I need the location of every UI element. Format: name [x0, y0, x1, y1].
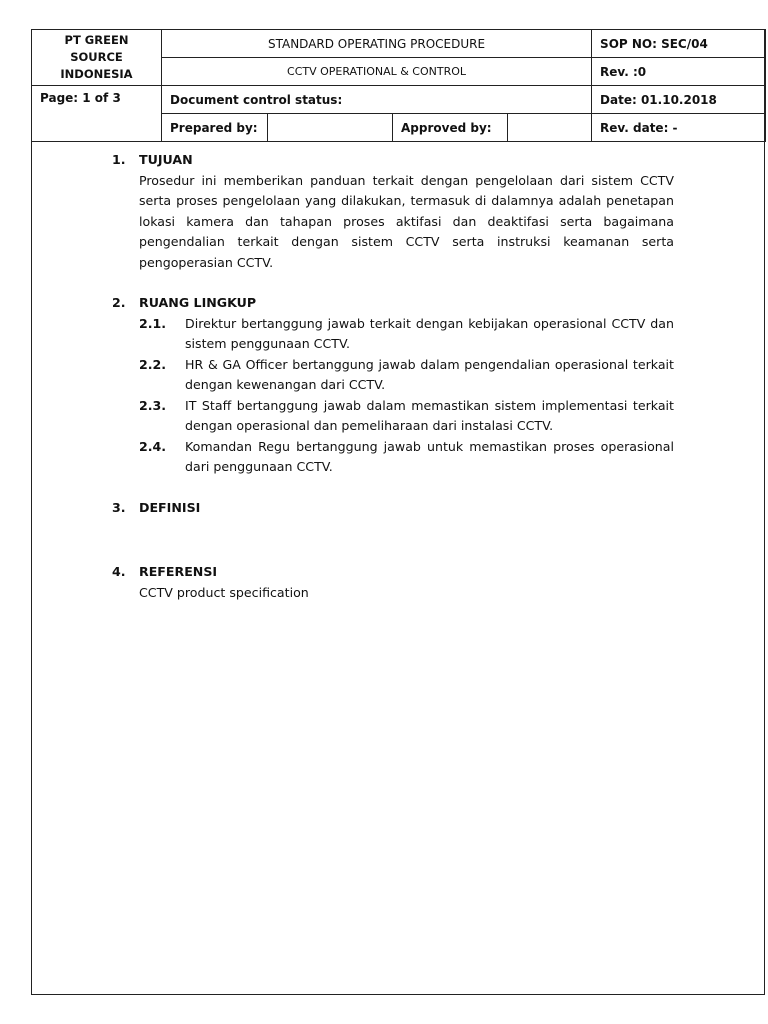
section-number: 3.	[112, 499, 126, 515]
list-item-text: Komandan Regu bertanggung jawab untuk memastikan proses operasional dari penggunaan CCTV.	[185, 438, 674, 474]
list-item-number: 2.2.	[139, 356, 167, 372]
section-referensi	[112, 562, 674, 603]
section-number: 4.	[112, 564, 126, 579]
list-item-text: Direktur bertanggung jawab terkait dengan kebijakan operasional CCTV dan sistem penggunaan CCTV.	[185, 315, 674, 351]
list-item-text: HR & GA Officer bertanggung jawab dalam pengendalian operasional terkait dengan kewenangan dari CCTV.	[185, 356, 674, 392]
list-item	[139, 437, 674, 478]
section-title: RUANG LINGKUP	[139, 295, 257, 310]
list-item-number: 2.4.	[139, 438, 167, 454]
document-header-table	[31, 29, 766, 142]
document-body	[112, 150, 674, 603]
list-item	[139, 396, 674, 437]
approved-by-value	[508, 114, 592, 142]
section-paragraph: CCTV product specification	[139, 584, 309, 600]
prepared-by-value	[268, 114, 393, 142]
company-name: PT GREEN SOURCE INDONESIA	[32, 30, 162, 86]
section-ruang-lingkup	[112, 293, 674, 478]
approved-by-label: Approved by:	[393, 114, 508, 142]
document-date: Date: 01.10.2018	[592, 86, 766, 114]
document-type: STANDARD OPERATING PROCEDURE	[162, 30, 592, 58]
list-item	[139, 355, 674, 396]
section-tujuan	[112, 150, 674, 273]
list-item-number: 2.3.	[139, 397, 167, 413]
section-paragraph: Prosedur ini memberikan panduan terkait dengan pengelolaan dari sistem CCTV serta proses pengelolaan yang dilakukan, termasuk di dalamnya adalah penetapan lokasi kamera dan tahapan proses aktifasi dan deaktifasi serta bagaimana pengendalian terkait dengan sistem CCTV serta instruksi keamanan serta pengoperasian CCTV.	[139, 172, 674, 270]
section-number: 1.	[112, 152, 126, 167]
revision-date: Rev. date: -	[592, 114, 766, 142]
section-number: 2.	[112, 295, 126, 310]
document-title: CCTV OPERATIONAL & CONTROL	[162, 58, 592, 86]
list-item-number: 2.1.	[139, 315, 167, 331]
section-title: REFERENSI	[139, 564, 218, 579]
list-item	[139, 314, 674, 355]
document-control-status: Document control status:	[162, 86, 592, 114]
section-title: DEFINISI	[139, 499, 201, 515]
sop-number: SOP NO: SEC/04	[592, 30, 766, 58]
section-definisi	[112, 498, 674, 519]
section-title: TUJUAN	[139, 152, 193, 167]
revision: Rev. :0	[592, 58, 766, 86]
list-item-text: IT Staff bertanggung jawab dalam memastikan sistem implementasi terkait dengan operasional dan pemeliharaan dari instalasi CCTV.	[185, 397, 674, 433]
page-number: Page: 1 of 3	[32, 86, 162, 142]
prepared-by-label: Prepared by:	[162, 114, 268, 142]
